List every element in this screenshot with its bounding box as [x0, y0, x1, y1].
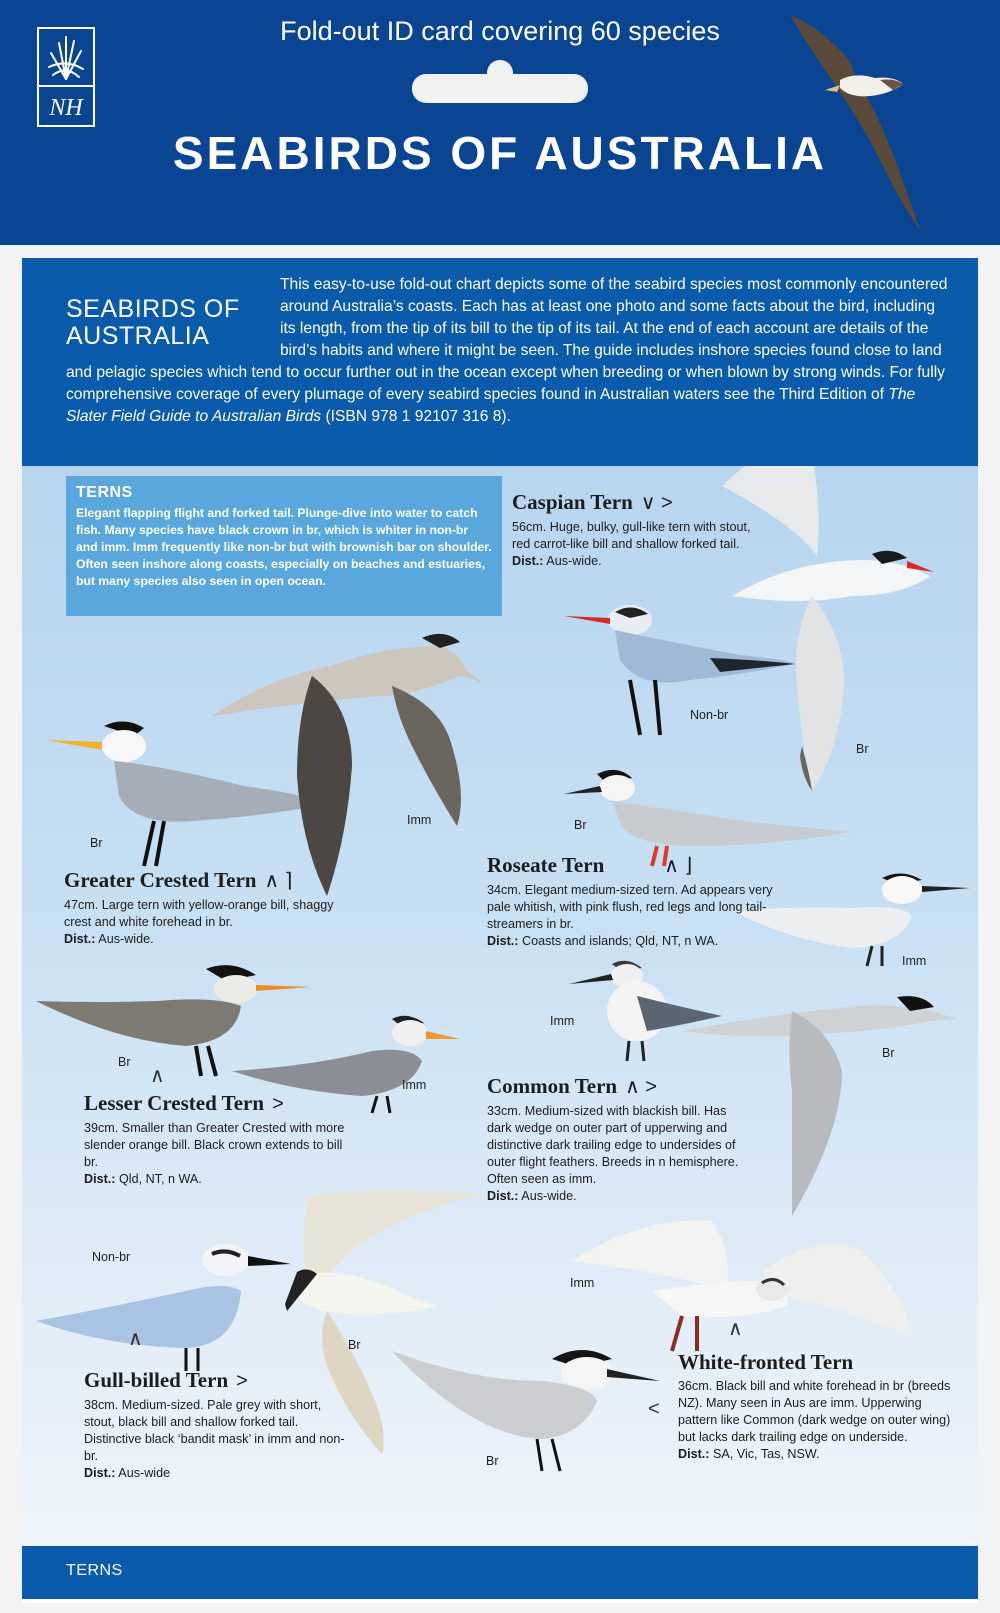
intro-section	[22, 258, 978, 466]
white-fronted-tern-br-photo	[392, 1341, 662, 1481]
header-subtitle: Fold-out ID card covering 60 species	[280, 16, 720, 46]
habitat-icons: ∨ >	[640, 492, 673, 514]
section-footer-bar	[22, 1546, 978, 1599]
habitat-icons: ∧ >	[625, 1076, 657, 1098]
header-banner	[0, 0, 1000, 245]
caspian-tern-standing-photo	[560, 600, 800, 750]
species-roseate-tern: Roseate Tern ∧ ⌋ 34cm. Elegant medium-sized tern. Ad appears very pale whitish, with pink flush, red legs and long tail-streamers in br. Dist.: Coasts and islands; Qld, NT, n WA.	[487, 853, 773, 948]
terns-panel	[22, 466, 978, 1546]
photo-label: Imm	[407, 813, 432, 827]
habitat-icon: ∧	[150, 1065, 165, 1087]
photo-label: Br	[118, 1055, 131, 1069]
habitat-icons: >	[272, 1093, 284, 1115]
photo-label: Imm	[550, 1014, 575, 1028]
photo-label: Imm	[902, 954, 927, 968]
habitat-icons: ∧ ⌋	[664, 855, 693, 877]
species-lesser-crested-tern: Lesser Crested Tern > 39cm. Smaller than Greater Crested with more slender orange bill. Black crown extends to bill br. Dist.: Qld, NT, n WA.	[84, 1091, 345, 1186]
footer-section-label: TERNS	[66, 1562, 123, 1579]
terns-info-box: TERNS Elegant flapping flight and forked tail. Plunge-dive into water to catch fish. Many species have black crown in br, which is whiter in non-br and imm. Imm frequently like non-br but with brownish bar on shoulder. Often seen inshore along coasts, especially on beaches and estuaries, but many species also seen in open ocean.	[66, 476, 502, 616]
species-greater-crested-tern: Greater Crested Tern ∧ ⌉ 47cm. Large tern with yellow-orange bill, shaggy crest and white forehead in br. Dist.: Aus-wide.	[64, 868, 334, 946]
albatross-photo	[785, 10, 935, 235]
photo-label: Non-br	[92, 1250, 131, 1264]
habitat-icons: >	[236, 1370, 248, 1392]
photo-label: Imm	[570, 1276, 595, 1290]
logo-monogram: NH	[49, 95, 83, 121]
intro-title: SEABIRDS OF AUSTRALIA	[66, 295, 240, 350]
id-card	[22, 258, 978, 1603]
photo-label: Br	[348, 1338, 361, 1352]
habitat-icon: ∧	[728, 1318, 743, 1340]
photo-label: Br	[856, 742, 869, 756]
photo-label: Br	[574, 818, 587, 832]
species-gull-billed-tern: Gull-billed Tern > 38cm. Medium-sized. Pale grey with short, stout, black bill and shallow forked tail. Distinctive black ‘bandit mask’ in imm and non-br. Dist.: Aus-wide	[84, 1368, 345, 1480]
photo-label: Non-br	[690, 708, 729, 722]
habitat-icons: ∧ ⌉	[264, 870, 293, 892]
photo-label: Imm	[402, 1078, 427, 1092]
species-white-fronted-tern: White-fronted Tern 36cm. Black bill and white forehead in br (breeds NZ). Many seen in Aus are imm. Upperwing pattern like Common (dark wedge on outer wing) but lacks dark trailing edge on underside. Dist.: SA, Vic, Tas, NSW.	[678, 1350, 951, 1461]
species-caspian-tern: Caspian Tern ∨ > 56cm. Huge, bulky, gull-like tern with stout, red carrot-like bill and shallow forked tail. Dist.: Aus-wide.	[512, 490, 751, 568]
intro-paragraph: This easy-to-use fold-out chart depicts some of the seabird species most commonly encountered around Australia’s coasts. Each has at least one photo and some facts about the bird, including its length, from the tip of its bill to the tip of its tail. At the end of each account are details of the bird’s habits and where it might be seen. The guide includes inshore species found close to land and pelagic species which tend to occur further out in the ocean except when breeding or when blown by strong winds. For fully comprehensive coverage of every plumage of every seabird species found in Australian waters see the Third Edition of The Slater Field Guide to Australian Birds (ISBN 978 1 92107 316 8).	[66, 276, 948, 425]
photo-label: Br	[486, 1454, 499, 1468]
photo-label: Br	[90, 836, 103, 850]
page-title: SEABIRDS OF AUSTRALIA	[172, 127, 828, 179]
habitat-icon: ∧	[128, 1328, 143, 1350]
photo-label: Br	[882, 1046, 895, 1060]
greater-crested-tern-imm-photo	[212, 626, 502, 906]
species-common-tern: Common Tern ∧ > 33cm. Medium-sized with blackish bill. Has dark wedge on outer part of upperwing and distinctive dark trailing edge to undersides of outer flight feathers. Breeds in n hemisphere. Often seen as imm. Dist.: Aus-wide.	[487, 1074, 739, 1203]
hanger-hole	[412, 74, 588, 103]
habitat-icon: <	[648, 1398, 660, 1420]
